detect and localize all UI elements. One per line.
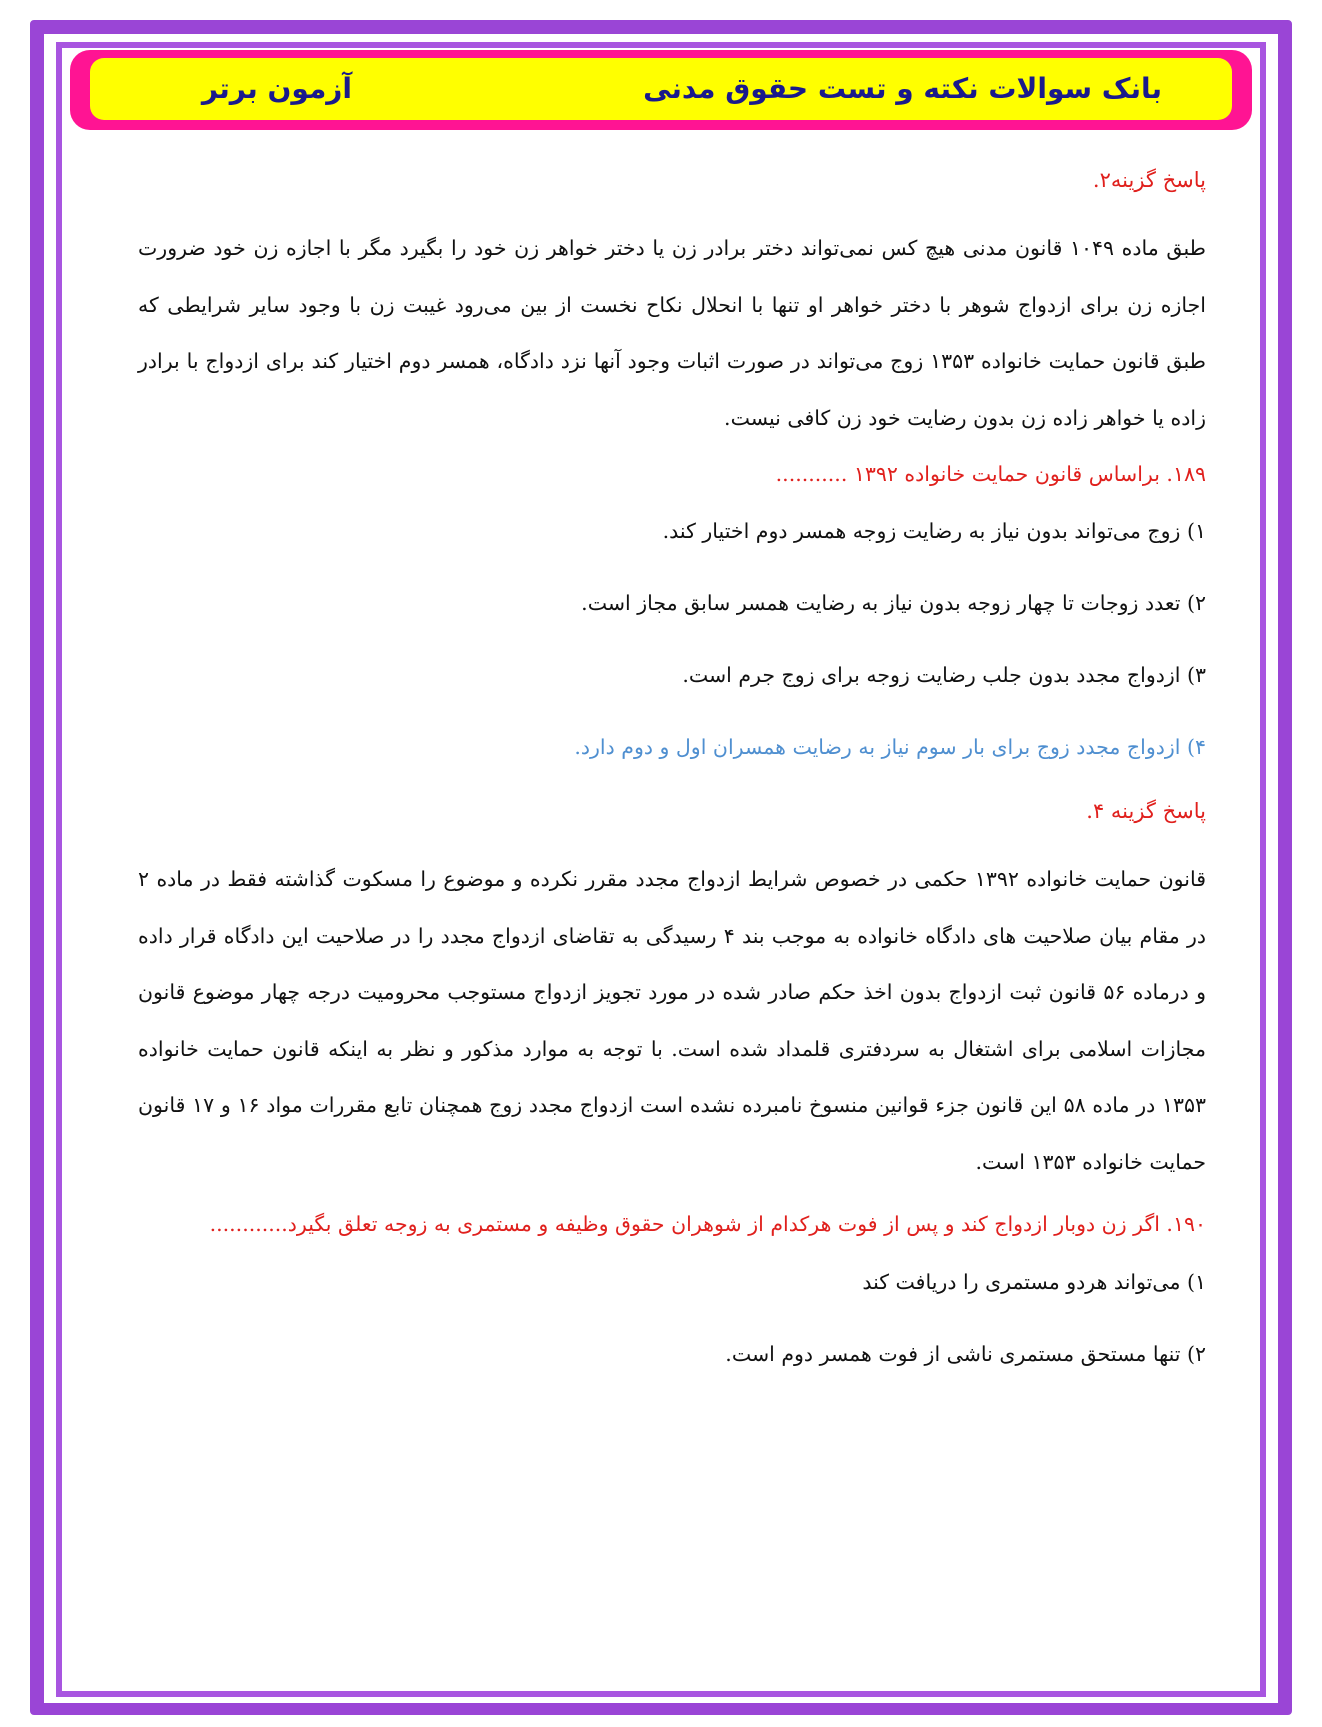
q189-option-4: ۴) ازدواج مجدد زوج برای بار سوم نیاز به رضایت همسران اول و دوم دارد. <box>574 735 1206 759</box>
explanation-189: قانون حمایت خانواده ۱۳۹۲ حکمی در خصوص شرایط ازدواج مجدد مقرر نکرده و موضوع را مسکوت گذاشته فقط در ماده ۲ در مقام بیان صلاحیت های دادگاه خانواده به موجب بند ۴ رسیدگی به تقاضای ازدواج مجدد را در صلاحیت این دادگاه قرار داده و درماده ۵۶ قانون ثبت ازدواج بدون اخذ حکم صادر شده در مورد تجویز ازدواج مستوجب محرومیت درجه چهار موضوع قانون مجازات اسلامی برای اشتغال به سردفتری قلمداد شده است. با توجه به موارد مذکور و نظر به اینکه قانون حمایت خانواده ۱۳۵۳ در ماده ۵۸ این قانون جزء قوانین منسوخ نامبرده نشده است ازدواج مجدد زوج همچنان تابع مقررات مواد ۱۶ و ۱۷ قانون حمایت خانواده ۱۳۵۳ است. <box>138 867 1206 1174</box>
q189-option-1: ۱) زوج می‌تواند بدون نیاز به رضایت زوجه همسر دوم اختیار کند. <box>662 519 1206 543</box>
question-190: ۱۹۰. اگر زن دوبار ازدواج کند و پس از فوت هرکدام از شوهران حقوق وظیفه و مستمری به زوجه تعلق بگیرد............ <box>209 1212 1206 1236</box>
answer-previous: پاسخ گزینه۲. <box>1092 168 1206 192</box>
q190-option-1: ۱) می‌تواند هردو مستمری را دریافت کند <box>862 1270 1206 1294</box>
book-title: بانک سوالات نکته و تست حقوق مدنی <box>643 72 1162 105</box>
header-bar <box>90 58 1232 120</box>
question-189: ۱۸۹. براساس قانون حمایت خانواده ۱۳۹۲ ........... <box>775 462 1206 486</box>
page-content <box>138 160 1206 1406</box>
q189-option-2: ۲) تعدد زوجات تا چهار زوجه بدون نیاز به رضایت همسر سابق مجاز است. <box>581 591 1206 615</box>
answer-189: پاسخ گزینه ۴. <box>1086 799 1206 823</box>
explanation-previous: طبق ماده ۱۰۴۹ قانون مدنی هیچ کس نمی‌تواند دختر برادر زن یا دختر خواهر زن خود را بگیرد مگر با اجازه زن خود ضرورت اجازه زن برای ازدواج شوهر با دختر خواهر او تنها با انحلال نکاح نخست از بین می‌رود غیبت زن با وجود سایر شرایطی که طبق قانون حمایت خانواده ۱۳۵۳ زوج می‌تواند در صورت اثبات وجود آنها نزد دادگاه، همسر دوم اختیار کند برای ازدواج با برادر زاده یا خواهر زاده زن بدون رضایت خود زن کافی نیست. <box>138 236 1206 430</box>
q189-option-3: ۳) ازدواج مجدد بدون جلب رضایت زوجه برای زوج جرم است. <box>682 663 1206 687</box>
q190-option-2: ۲) تنها مستحق مستمری ناشی از فوت همسر دوم است. <box>725 1342 1206 1366</box>
brand-name: آزمون برتر <box>201 72 352 105</box>
